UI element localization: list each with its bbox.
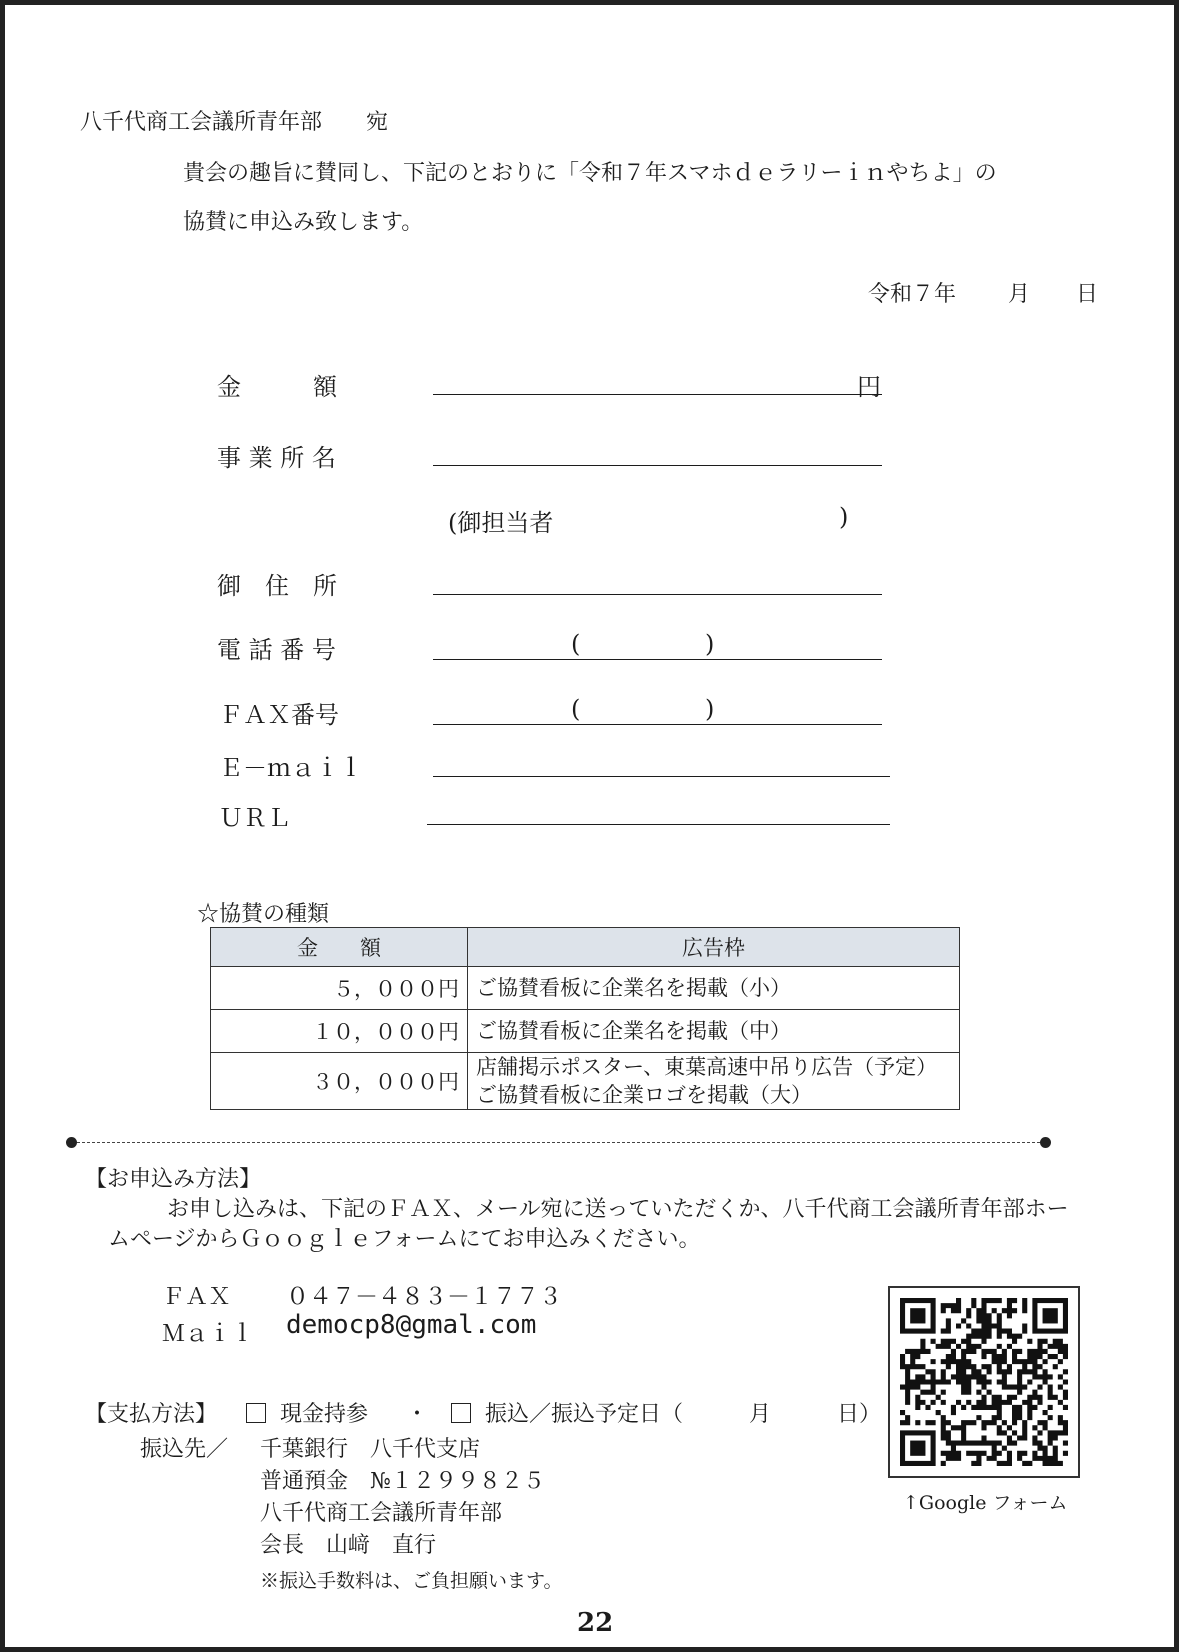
contact-person-close: ) [839, 503, 849, 531]
phone-paren-close: ) [705, 630, 715, 658]
account-number: 普通預金 №１２９９８２５ [260, 1469, 545, 1494]
fax-field-line[interactable] [433, 724, 882, 725]
bank-name: 千葉銀行 八千代支店 [260, 1437, 481, 1462]
sponsor-title: ☆協賛の種類 [197, 902, 330, 927]
transfer-checkbox[interactable] [451, 1403, 471, 1423]
cash-checkbox[interactable] [246, 1403, 266, 1423]
cut-line-end-dot [1040, 1137, 1051, 1148]
fee-note: ※振込手数料は、ご負担願います。 [260, 1570, 563, 1592]
fax-contact-label: ＦＡＸ [162, 1284, 231, 1310]
header-amount: 金 額 [211, 928, 468, 967]
payment-separator: ・ [406, 1402, 429, 1427]
phone-label: 電 話 番 号 [217, 636, 336, 664]
email-field-line[interactable] [433, 776, 890, 777]
mail-contact-label: Ｍａｉｌ [162, 1321, 254, 1347]
row-ad-line-1: 店舗掲示ポスター、東葉高速中吊り広告（予定） [476, 1055, 938, 1079]
intro-line-1: 貴会の趣旨に賛同し、下記のとおりに「令和７年スマホｄｅラリーｉｎやちよ」の [183, 161, 997, 186]
transfer-label: 振込／振込予定日（ 月 日） [485, 1402, 882, 1427]
account-holder: 八千代商工会議所青年部 [260, 1501, 503, 1526]
business-name-field-line[interactable] [433, 465, 882, 466]
payment-option-cash[interactable] [246, 1397, 368, 1428]
fax-contact-value: ０４７－４８３－１７７３ [286, 1284, 562, 1310]
phone-field-line[interactable] [433, 659, 882, 660]
phone-paren-open: ( [571, 630, 581, 658]
row-ad: ご協賛看板に企業名を掲載（中） [468, 1010, 960, 1053]
row-ad: ご協賛看板に企業名を掲載（小） [468, 967, 960, 1010]
intro-line-2: 協賛に申込み致します。 [183, 210, 424, 235]
fax-label: ＦＡＸ番号 [219, 701, 339, 729]
row-amount: ５，０００円 [211, 967, 468, 1010]
sponsor-table [210, 927, 960, 1110]
table-row [211, 1010, 960, 1053]
account-president: 会長 山﨑 直行 [260, 1533, 437, 1558]
google-form-qr-code[interactable] [888, 1286, 1080, 1478]
addressee: 八千代商工会議所青年部 宛 [80, 110, 389, 135]
transfer-dest-label: 振込先／ [140, 1437, 229, 1462]
cut-line [72, 1142, 1045, 1143]
contact-person-label: (御担当者 [448, 509, 554, 537]
url-field-line[interactable] [427, 824, 890, 825]
address-label: 御 住 所 [217, 572, 337, 600]
row-ad-line-2: ご協賛看板に企業ロゴを掲載（大） [476, 1083, 812, 1107]
date-era: 令和７年 [868, 282, 957, 307]
payment-title: 【支払方法】 [85, 1402, 218, 1427]
application-title: 【お申込み方法】 [85, 1167, 262, 1192]
page-number: 22 [577, 1608, 614, 1638]
address-field-line[interactable] [433, 594, 882, 595]
date-day: 日 [1076, 282, 1099, 307]
qr-code-icon [890, 1288, 1078, 1476]
row-ad [468, 1053, 960, 1110]
amount-label: 金 額 [217, 373, 337, 401]
email-label: Ｅ－ｍａｉｌ [219, 754, 363, 782]
cut-line-start-dot [66, 1137, 77, 1148]
amount-unit: 円 [857, 373, 881, 401]
fax-paren-close: ) [705, 695, 715, 723]
url-label: ＵＲＬ [219, 804, 291, 832]
table-row [211, 967, 960, 1010]
table-row [211, 1053, 960, 1110]
fax-paren-open: ( [571, 695, 581, 723]
cash-label: 現金持参 [280, 1402, 369, 1427]
header-ad-slot: 広告枠 [468, 928, 960, 967]
business-name-label: 事 業 所 名 [217, 444, 336, 472]
application-text-2: ムページからＧｏｏｇｌｅフォームにてお申込みください。 [108, 1227, 701, 1252]
date-month: 月 [1008, 282, 1031, 307]
row-amount: ３０，０００円 [211, 1053, 468, 1110]
mail-contact-value[interactable]: democp8@gmal.com [286, 1310, 537, 1340]
payment-option-transfer[interactable] [451, 1397, 881, 1428]
amount-field-line[interactable] [433, 394, 882, 395]
row-amount: １０，０００円 [211, 1010, 468, 1053]
application-text-1: お申し込みは、下記のＦＡＸ、メール宛に送っていただくか、八千代商工会議所青年部ホー [167, 1197, 1069, 1222]
qr-caption: ↑Google フォーム [903, 1492, 1068, 1514]
